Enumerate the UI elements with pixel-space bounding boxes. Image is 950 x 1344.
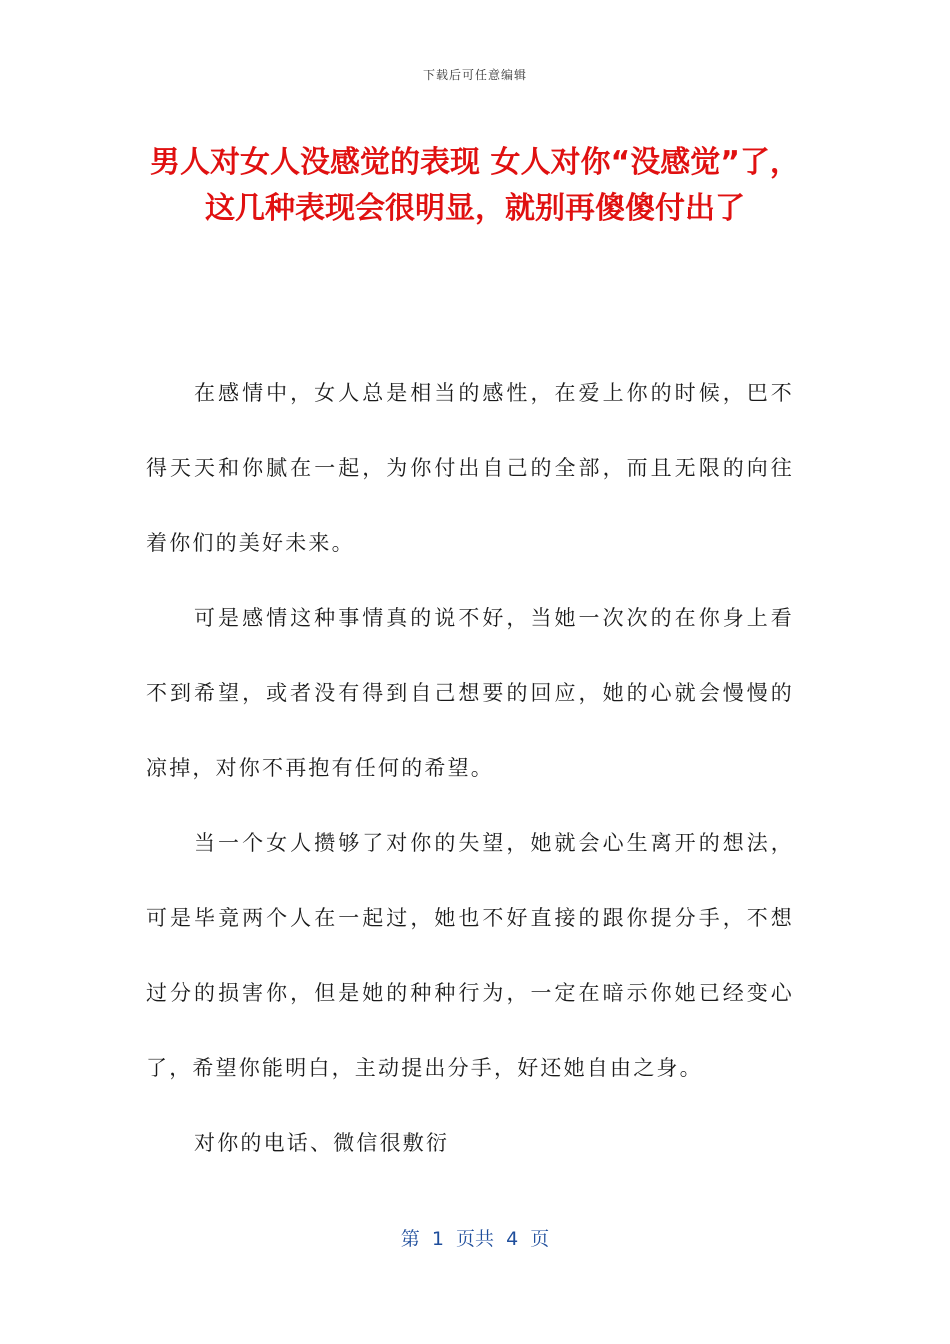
paragraph: 在感情中，女人总是相当的感性，在爱上你的时候，巴不得天天和你腻在一起，为你付出自己的全部，而且无限的向往着你们的美好未来。	[146, 381, 794, 555]
section-heading: 对你的电话、微信很敷衍	[194, 1131, 450, 1155]
document-title: 男人对女人没感觉的表现 女人对你“没感觉”了，这几种表现会很明显，就别再傻傻付出了	[150, 145, 800, 226]
document-body	[146, 356, 794, 1181]
page-footer: 第 1 页共 4 页	[400, 1228, 550, 1250]
header-note: 下载后可任意编辑	[422, 68, 527, 82]
paragraph: 当一个女人攒够了对你的失望，她就会心生离开的想法，可是毕竟两个人在一起过，她也不好直接的跟你提分手，不想过分的损害你，但是她的种种行为，一定在暗示你她已经变心了，希望你能明白，主动提出分手，好还她自由之身。	[146, 831, 794, 1080]
paragraph: 可是感情这种事情真的说不好，当她一次次的在你身上看不到希望，或者没有得到自己想要的回应，她的心就会慢慢的凉掉，对你不再抱有任何的希望。	[146, 606, 794, 780]
